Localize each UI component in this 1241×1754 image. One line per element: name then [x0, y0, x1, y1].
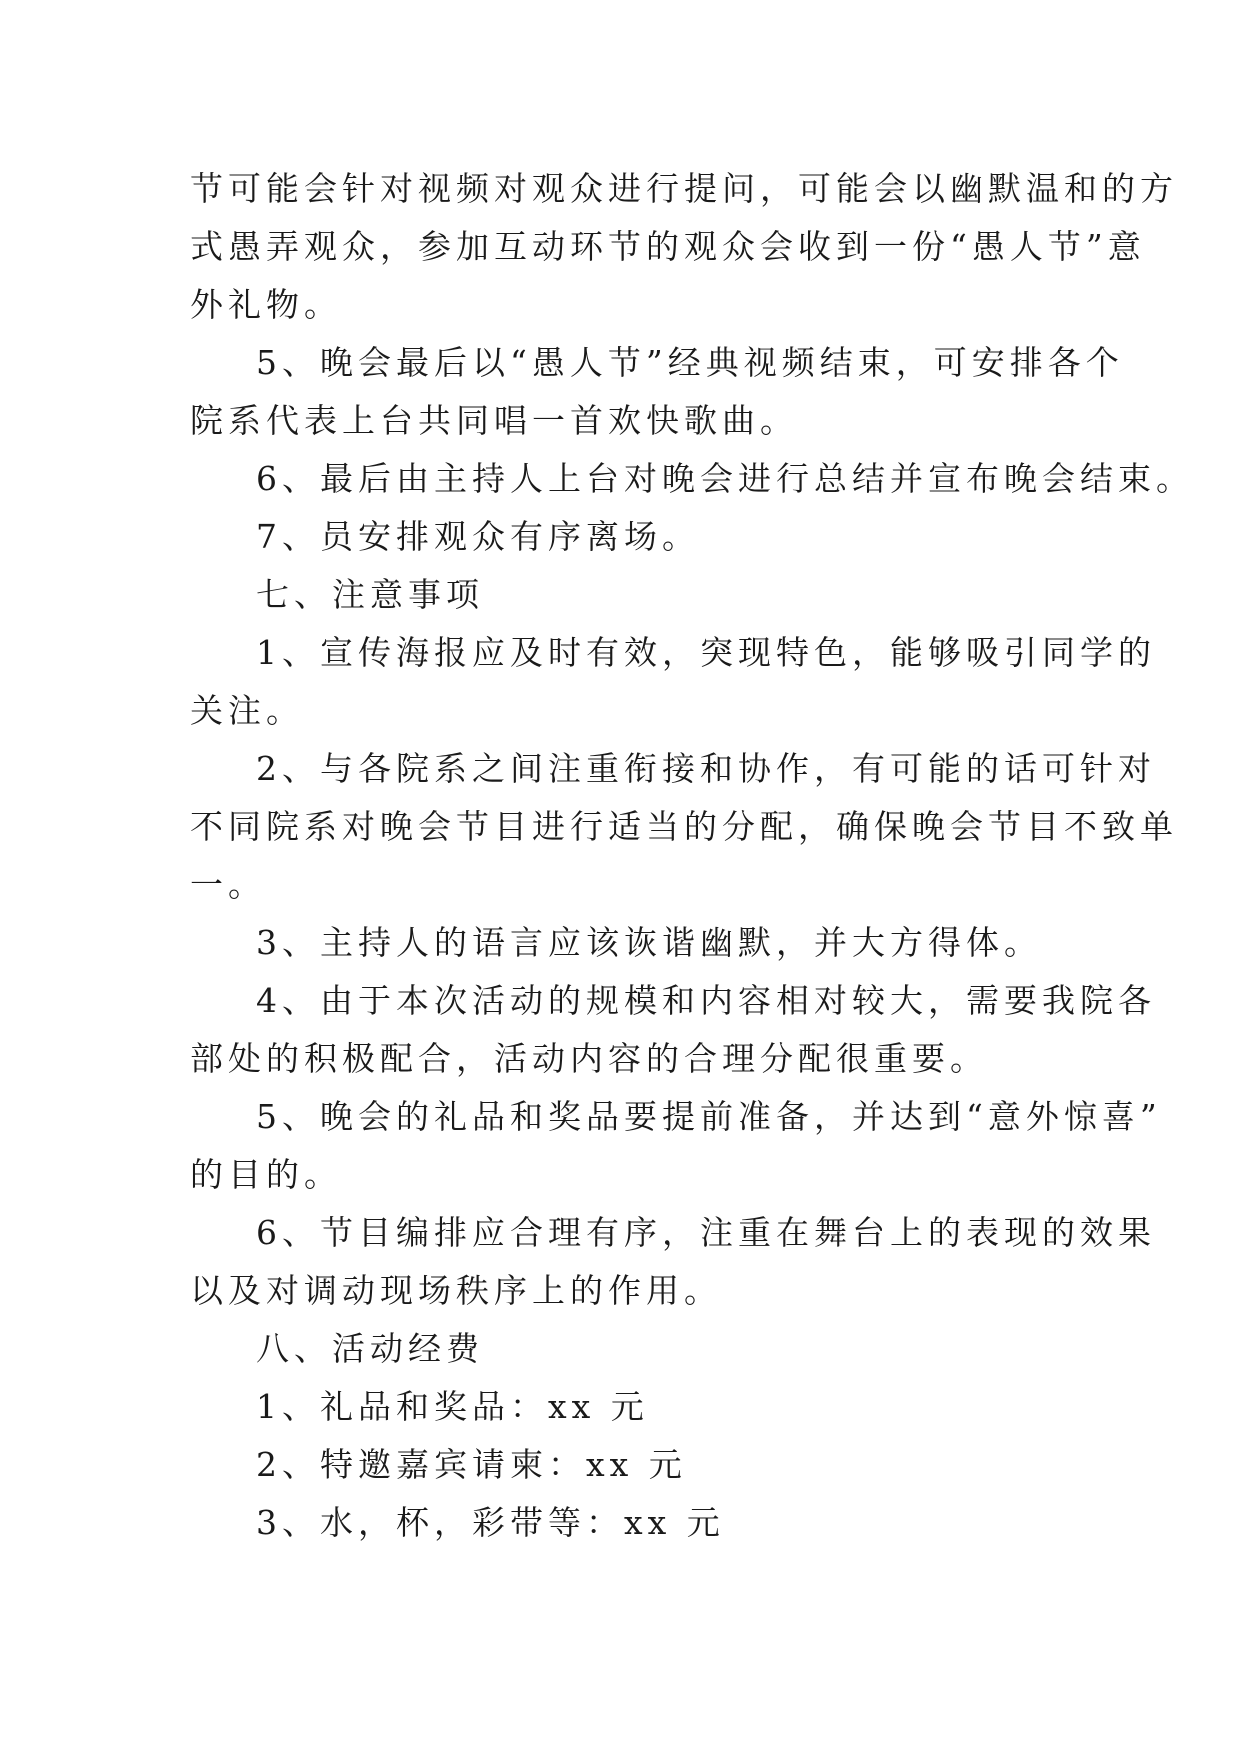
section-heading-budget [190, 1320, 1060, 1378]
text-line: 5、晚会最后以“愚人节”经典视频结束，可安排各个 [256, 343, 1124, 382]
paragraph-continuation [190, 160, 1178, 334]
text-line: 部处的积极配合，活动内容的合理分配很重要。 [190, 1039, 988, 1078]
section-heading: 八、活动经费 [256, 1329, 484, 1368]
text-line: 式愚弄观众，参加互动环节的观众会收到一份“愚人节”意 [190, 227, 1146, 266]
paragraph-note-1-poster [190, 624, 1156, 740]
paragraph-note-3-host [190, 914, 1060, 972]
text-line: 6、节目编排应合理有序，注重在舞台上的表现的效果 [256, 1213, 1156, 1252]
section-heading: 七、注意事项 [256, 575, 484, 614]
text-line: 3、主持人的语言应该诙谐幽默，并大方得体。 [256, 923, 1042, 962]
section-heading-notes [190, 566, 1060, 624]
paragraph-note-2-coordination [190, 740, 1178, 914]
text-line: 节可能会针对视频对观众进行提问，可能会以幽默温和的方 [190, 169, 1178, 208]
text-line: 一。 [190, 865, 266, 904]
paragraph-note-4-scale [190, 972, 1156, 1088]
text-line: 的目的。 [190, 1155, 342, 1194]
text-line: 2、特邀嘉宾请柬：xx 元 [256, 1445, 687, 1484]
text-line: 院系代表上台共同唱一首欢快歌曲。 [190, 401, 798, 440]
budget-item-invitations [190, 1436, 1060, 1494]
text-line: 5、晚会的礼品和奖品要提前准备，并达到“意外惊喜” [256, 1097, 1162, 1136]
text-line: 6、最后由主持人上台对晚会进行总结并宣布晚会结束。 [256, 459, 1194, 498]
text-line: 3、水，杯，彩带等：xx 元 [256, 1503, 725, 1542]
budget-item-gifts [190, 1378, 1060, 1436]
text-line: 以及对调动现场秩序上的作用。 [190, 1271, 722, 1310]
document-body [190, 160, 1194, 1552]
paragraph-note-5-gifts [190, 1088, 1162, 1204]
paragraph-item-5-finale [190, 334, 1124, 450]
budget-item-supplies [190, 1494, 1060, 1552]
text-line: 外礼物。 [190, 285, 342, 324]
paragraph-item-7-exit [190, 508, 1060, 566]
text-line: 4、由于本次活动的规模和内容相对较大，需要我院各 [256, 981, 1156, 1020]
paragraph-note-6-program [190, 1204, 1156, 1320]
paragraph-item-6-summary [190, 450, 1194, 508]
text-line: 2、与各院系之间注重衔接和协作，有可能的话可针对 [256, 749, 1156, 788]
text-line: 7、员安排观众有序离场。 [256, 517, 700, 556]
text-line: 1、礼品和奖品：xx 元 [256, 1387, 649, 1426]
text-line: 关注。 [190, 691, 304, 730]
text-line: 不同院系对晚会节目进行适当的分配，确保晚会节目不致单 [190, 807, 1178, 846]
text-line: 1、宣传海报应及时有效，突现特色，能够吸引同学的 [256, 633, 1156, 672]
